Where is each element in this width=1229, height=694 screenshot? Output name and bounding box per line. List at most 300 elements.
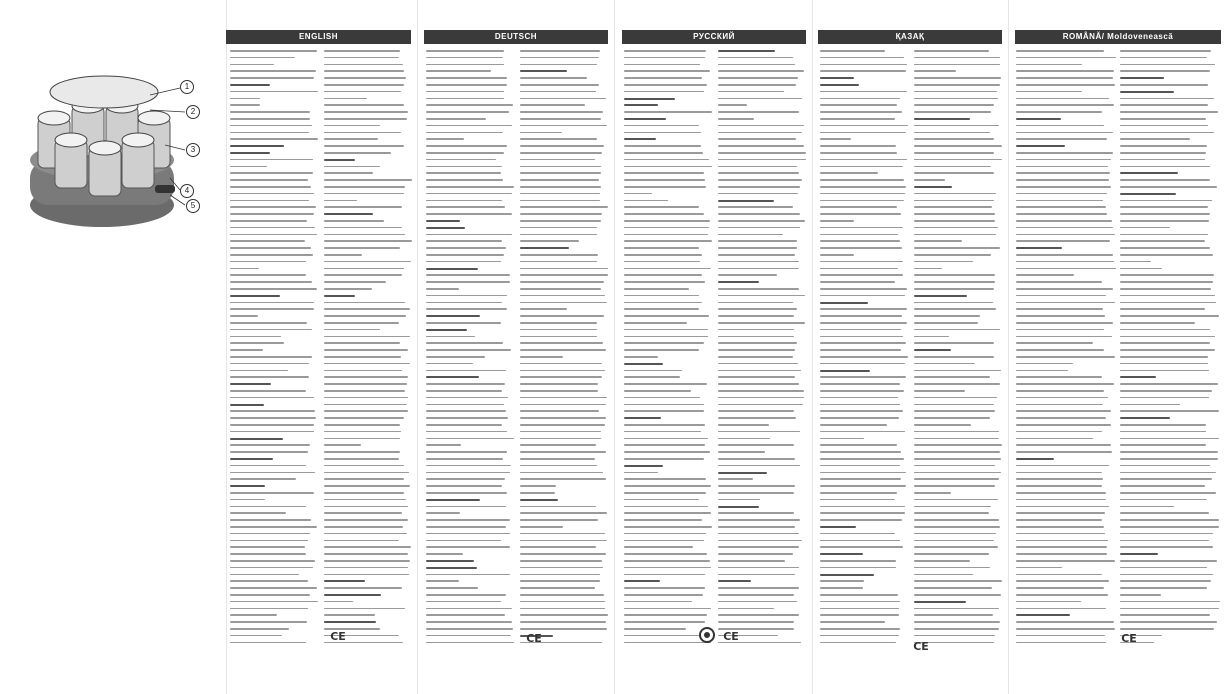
text-line: [230, 98, 260, 100]
text-line: [1016, 397, 1108, 399]
text-line: [520, 227, 597, 229]
text-line: [1120, 268, 1162, 270]
text-line: [1120, 458, 1218, 460]
text-line: [1016, 519, 1102, 521]
text-line: [230, 512, 286, 514]
text-line: [426, 98, 504, 100]
text-line: [230, 315, 258, 317]
text-line: [1016, 553, 1107, 555]
text-line: [718, 186, 800, 188]
text-line: [624, 288, 689, 290]
text-line: [624, 499, 699, 501]
text-line: [718, 356, 793, 358]
text-line: [1120, 125, 1208, 127]
text-line: [624, 308, 699, 310]
text-line: [820, 553, 863, 555]
text-line: [426, 390, 502, 392]
text-line: [230, 206, 316, 208]
text-line: [718, 465, 800, 467]
ce-mark-english: CE: [330, 630, 346, 643]
text-line: [1120, 50, 1211, 52]
callout-2: 2: [186, 105, 200, 119]
text-line: [520, 546, 596, 548]
text-line: [718, 438, 770, 440]
text-line: [820, 601, 900, 603]
text-line: [230, 193, 314, 195]
text-line: [520, 397, 607, 399]
text-line: [230, 200, 309, 202]
text-line: [1120, 84, 1208, 86]
text-line: [820, 635, 899, 637]
text-line: [1120, 383, 1218, 385]
text-line: [520, 308, 567, 310]
text-line: [230, 376, 309, 378]
text-line: [718, 227, 800, 229]
text-line: [1120, 349, 1215, 351]
text-line: [230, 410, 315, 412]
text-line: [820, 288, 907, 290]
text-line: [520, 50, 600, 52]
text-line: [520, 193, 600, 195]
text-line: [820, 546, 903, 548]
text-line: [426, 111, 509, 113]
text-line: [624, 376, 680, 378]
text-line: [820, 166, 903, 168]
text-line: [230, 390, 306, 392]
text-line: [914, 601, 966, 603]
text-line: [624, 390, 691, 392]
text-column-deutsch-b: [520, 50, 608, 660]
text-line: [820, 349, 901, 351]
text-line: [718, 621, 794, 623]
text-line: [230, 125, 312, 127]
text-line: [718, 560, 785, 562]
text-line: [230, 91, 318, 93]
text-line: [1120, 261, 1151, 263]
text-line: [520, 621, 606, 623]
text-line: [820, 193, 905, 195]
text-line: [914, 186, 952, 188]
text-line: [230, 166, 267, 168]
text-line: [820, 84, 859, 86]
text-line: [324, 376, 408, 378]
text-line: [426, 499, 480, 501]
text-line: [820, 98, 900, 100]
text-line: [520, 220, 601, 222]
text-line: [1016, 370, 1068, 372]
text-line: [1016, 302, 1115, 304]
text-line: [1016, 315, 1105, 317]
text-line: [520, 98, 606, 100]
text-line: [914, 227, 998, 229]
text-column-romana-b: [1120, 50, 1220, 660]
text-line: [624, 356, 658, 358]
text-line: [1016, 138, 1107, 140]
product-illustration: [0, 0, 226, 694]
text-line: [718, 397, 804, 399]
text-line: [820, 417, 899, 419]
text-line: [230, 492, 314, 494]
text-line: [1016, 424, 1111, 426]
text-line: [820, 118, 895, 120]
text-line: [718, 152, 806, 154]
text-line: [230, 580, 308, 582]
text-line: [914, 308, 996, 310]
text-line: [718, 172, 799, 174]
text-line: [624, 64, 700, 66]
text-line: [820, 172, 878, 174]
text-line: [426, 329, 467, 331]
text-line: [230, 404, 264, 406]
text-line: [324, 370, 402, 372]
text-line: [1016, 363, 1073, 365]
text-line: [1120, 397, 1209, 399]
text-line: [624, 444, 705, 446]
text-line: [914, 356, 994, 358]
text-line: [1120, 499, 1207, 501]
text-line: [718, 349, 795, 351]
text-line: [718, 336, 794, 338]
text-line: [324, 57, 399, 59]
text-line: [914, 451, 1000, 453]
text-line: [1016, 342, 1093, 344]
text-line: [1016, 336, 1112, 338]
text-line: [1120, 132, 1214, 134]
text-line: [1016, 465, 1109, 467]
text-line: [324, 349, 408, 351]
text-line: [1016, 621, 1114, 623]
header-deutsch: DEUTSCH: [424, 30, 608, 44]
text-line: [820, 322, 907, 324]
text-line: [324, 390, 405, 392]
text-line: [624, 227, 709, 229]
text-line: [820, 485, 906, 487]
text-line: [1016, 288, 1113, 290]
text-line: [324, 268, 404, 270]
text-line: [1016, 247, 1062, 249]
text-line: [426, 526, 506, 528]
text-line: [426, 478, 505, 480]
text-line: [914, 594, 1001, 596]
text-line: [914, 295, 967, 297]
text-line: [1120, 152, 1206, 154]
text-line: [914, 553, 989, 555]
text-line: [624, 145, 701, 147]
text-line: [324, 356, 401, 358]
text-line: [624, 268, 711, 270]
callout-1: 1: [180, 80, 194, 94]
text-line: [820, 261, 903, 263]
text-line: [820, 512, 905, 514]
text-line: [1016, 485, 1102, 487]
text-line: [914, 98, 998, 100]
text-line: [426, 376, 479, 378]
text-line: [718, 159, 806, 161]
text-line: [1120, 451, 1218, 453]
text-line: [520, 580, 600, 582]
text-line: [520, 478, 606, 480]
text-line: [1016, 383, 1114, 385]
text-line: [1120, 159, 1205, 161]
text-line: [820, 227, 903, 229]
text-line: [324, 247, 400, 249]
text-line: [230, 186, 311, 188]
text-line: [1120, 465, 1210, 467]
text-line: [1016, 410, 1111, 412]
text-line: [820, 472, 906, 474]
text-line: [324, 179, 412, 181]
text-line: [624, 70, 710, 72]
text-line: [914, 57, 1000, 59]
text-line: [426, 417, 508, 419]
text-line: [718, 50, 775, 52]
text-line: [520, 186, 601, 188]
text-line: [230, 370, 288, 372]
text-line: [520, 261, 597, 263]
text-line: [820, 64, 907, 66]
text-line: [520, 363, 602, 365]
text-line: [324, 342, 400, 344]
text-line: [426, 363, 473, 365]
text-line: [1016, 329, 1104, 331]
text-line: [230, 322, 307, 324]
text-line: [1120, 628, 1214, 630]
ce-mark-russian: CE: [723, 630, 739, 643]
text-line: [820, 506, 905, 508]
text-line: [718, 431, 800, 433]
text-line: [520, 383, 598, 385]
text-line: [1120, 308, 1205, 310]
text-line: [1120, 295, 1215, 297]
text-line: [914, 465, 995, 467]
text-line: [1120, 336, 1215, 338]
text-line: [1016, 499, 1106, 501]
text-line: [230, 152, 270, 154]
text-line: [718, 492, 794, 494]
text-line: [1016, 125, 1104, 127]
text-line: [624, 186, 706, 188]
text-line: [324, 567, 408, 569]
text-line: [624, 574, 705, 576]
text-line: [624, 234, 708, 236]
text-line: [820, 295, 905, 297]
text-line: [520, 213, 602, 215]
text-line: [1016, 506, 1109, 508]
text-line: [624, 342, 704, 344]
text-line: [324, 77, 406, 79]
text-line: [914, 213, 995, 215]
text-line: [520, 431, 601, 433]
text-line: [718, 444, 794, 446]
text-line: [820, 132, 906, 134]
text-line: [718, 288, 799, 290]
text-line: [624, 247, 699, 249]
text-line: [718, 138, 796, 140]
text-line: [230, 64, 274, 66]
text-line: [324, 444, 361, 446]
text-line: [718, 580, 751, 582]
text-line: [1120, 98, 1214, 100]
text-line: [324, 601, 353, 603]
text-line: [426, 308, 507, 310]
text-line: [820, 383, 900, 385]
text-column-romana-a: [1016, 50, 1116, 660]
text-line: [324, 240, 412, 242]
text-line: [1016, 540, 1108, 542]
text-line: [624, 213, 704, 215]
text-line: [426, 247, 506, 249]
text-line: [820, 526, 856, 528]
text-line: [624, 621, 705, 623]
text-line: [1016, 308, 1103, 310]
text-line: [520, 104, 585, 106]
text-line: [1016, 601, 1081, 603]
text-line: [718, 274, 777, 276]
text-line: [624, 472, 658, 474]
text-line: [1016, 478, 1103, 480]
text-line: [230, 288, 317, 290]
text-line: [324, 621, 376, 623]
text-line: [1016, 159, 1111, 161]
text-line: [914, 50, 989, 52]
text-line: [820, 390, 904, 392]
text-line: [324, 478, 404, 480]
text-line: [718, 234, 783, 236]
text-line: [520, 628, 607, 630]
text-line: [914, 336, 949, 338]
text-line: [820, 50, 885, 52]
text-line: [426, 438, 514, 440]
text-line: [914, 404, 994, 406]
text-column-kazakh-b: [914, 50, 1002, 660]
text-line: [520, 200, 600, 202]
text-line: [230, 104, 260, 106]
text-line: [230, 268, 259, 270]
text-line: [426, 349, 511, 351]
text-line: [820, 642, 896, 644]
text-line: [1016, 254, 1113, 256]
text-line: [914, 363, 975, 365]
text-line: [426, 315, 480, 317]
text-line: [520, 526, 563, 528]
text-line: [624, 438, 708, 440]
text-line: [324, 533, 407, 535]
text-line: [1120, 274, 1214, 276]
text-line: [426, 621, 512, 623]
text-line: [230, 111, 310, 113]
text-line: [1120, 77, 1164, 79]
text-line: [324, 186, 405, 188]
text-line: [914, 424, 971, 426]
text-line: [426, 166, 502, 168]
text-line: [230, 628, 289, 630]
text-line: [1120, 506, 1174, 508]
text-line: [230, 424, 314, 426]
text-line: [1120, 138, 1190, 140]
text-line: [624, 492, 706, 494]
text-line: [914, 614, 993, 616]
text-line: [1016, 166, 1108, 168]
text-line: [914, 288, 994, 290]
text-line: [324, 431, 401, 433]
text-line: [624, 172, 704, 174]
text-line: [914, 519, 999, 521]
text-line: [914, 342, 994, 344]
text-line: [624, 628, 686, 630]
text-line: [718, 458, 795, 460]
text-line: [520, 329, 597, 331]
text-line: [426, 580, 459, 582]
text-line: [718, 57, 793, 59]
text-line: [1016, 261, 1114, 263]
text-line: [718, 179, 802, 181]
text-line: [624, 50, 706, 52]
text-line: [624, 397, 700, 399]
text-line: [624, 410, 704, 412]
text-line: [820, 138, 851, 140]
text-line: [820, 438, 864, 440]
text-line: [624, 98, 675, 100]
text-line: [820, 499, 895, 501]
text-line: [520, 444, 596, 446]
text-line: [1120, 234, 1208, 236]
text-line: [820, 57, 904, 59]
text-line: [426, 200, 502, 202]
header-kazakh: ҚАЗАҚ: [818, 30, 1002, 44]
text-line: [324, 84, 404, 86]
text-line: [426, 172, 501, 174]
text-line: [820, 200, 904, 202]
text-line: [324, 98, 367, 100]
text-line: [820, 621, 885, 623]
text-line: [718, 206, 793, 208]
text-line: [1120, 70, 1210, 72]
text-line: [230, 587, 317, 589]
text-line: [520, 533, 605, 535]
text-line: [718, 404, 803, 406]
text-line: [1120, 172, 1178, 174]
text-line: [914, 410, 995, 412]
text-line: [718, 104, 747, 106]
ce-mark-romana: CE: [1121, 632, 1137, 645]
text-line: [718, 240, 797, 242]
callout-5: 5: [186, 199, 200, 213]
text-line: [624, 220, 710, 222]
text-line: [820, 254, 854, 256]
text-line: [520, 288, 601, 290]
text-line: [426, 254, 504, 256]
text-line: [914, 125, 999, 127]
text-line: [820, 370, 870, 372]
text-line: [1120, 438, 1219, 440]
text-line: [820, 336, 903, 338]
text-line: [718, 118, 754, 120]
text-line: [914, 118, 970, 120]
text-line: [718, 485, 795, 487]
text-line: [718, 125, 804, 127]
text-line: [1016, 533, 1105, 535]
text-line: [1120, 57, 1207, 59]
text-column-russian-b: [718, 50, 806, 660]
text-line: [426, 472, 510, 474]
text-line: [914, 608, 999, 610]
text-line: [324, 315, 406, 317]
text-line: [520, 70, 567, 72]
text-line: [324, 172, 373, 174]
text-line: [324, 363, 410, 365]
text-line: [426, 519, 510, 521]
text-line: [718, 383, 799, 385]
